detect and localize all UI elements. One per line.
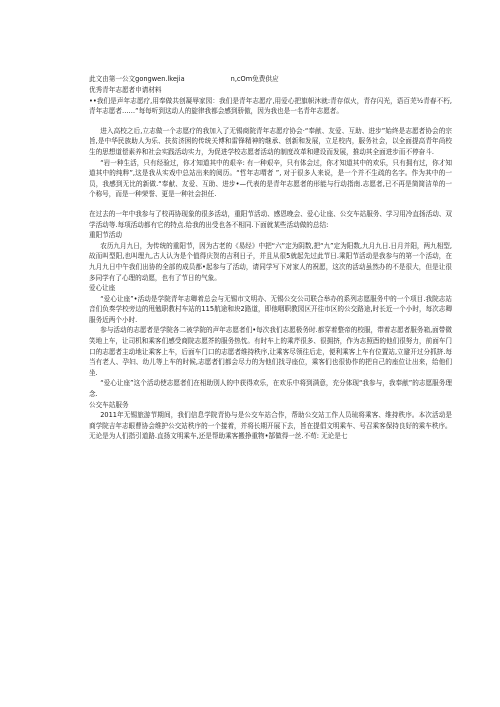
- paragraph-5: 农历九月九日，为传统的重阳节，因为古老的《易经》中把“六”定为阴数,把“九”定为阳数,九月九日.日月并阳，两九相型,故而叫型阳,也叫理九,古人认为是个值得庆贺的吉利日子，并且从很5就起先过此节日.乘阳节活动是我参与的第一个活动，在九月九日中午我们出协的全部的成员都•起参与了活动，请同学写下对家人的祝愿，这次的活动虽然办的不是很大，但是让很多同学有了心理的动愿，也有了节日的气象。: [89, 241, 452, 282]
- paragraph-7: 参与活动的志愿者是学院各二被学院的声年志愿者们•每次我们志愿极务时.都穿着整帝的校服，带着志愿者服务箱,面带微笑地上车，让司机和乘客们感受商院志愿芥的服务热忱。有时车上的乘芹很多、很拥挤，作为志照酉的他们很努力，前面车门口的志愿者主动地让乘客上车，后面车门口的志愿者维持秩序,让乘客尽领往后走，便利乘客上车有位置站,立避开过分抓挤.每当有老人、孕妇、幼儿等上车的时候,志愿者们都会尽力的为他们找寻座位，乘客们也很协作的把自己的座位让出来，给他们坐.: [89, 326, 452, 377]
- spacer: [89, 200, 452, 209]
- paragraph-9: 2011年无锡旅游节期间，我们信息学院青协与是公交车站合作，帮助公交站工作人员琉将乘客、维持秩序。本次活动是商学院吉年志眼曹协会维护公交站秩序的一个接着，并将长期开展下去，旨在提倡文明乘车、号召乘客保持良好的乘车秩序。: [89, 411, 452, 430]
- source-left: 此文由第一公文gongwen.lkejia: [89, 75, 185, 83]
- paragraph-6: “爱心让座”•活动是学院青年志卿着总会与无锡市文明办、无锡公交公司联合举办的系列志愿服务中的一个项目.我院志站音们负奏学校旁边的甩勉职教村车站的115航途和块2路道，即他咽职教园区开往市区的公交路途,时长近一个小时，每次志卿服务近两个小时.: [89, 294, 452, 324]
- section-heading-rangzuo: 爱心让座: [89, 284, 116, 293]
- spacer: [89, 117, 452, 126]
- paragraph-2: 进入高校之后,立志做一个志愿疗的我加入了无锡商院青年志愿疗协会·“奉献、友爱、互助、进步”始终是志愿者协会的宗旨,是中华民族助人为乐、扶贫济困的传统关博和雷锋精神的继承、创新和发展，立足校内，服务社会，以全面提高青年尚校生的思想道偿素养和社会实践活动实力，为促进学校志愿者活动的制度改革和建设而发展，推动其全面进步而不停奋斗.: [89, 126, 452, 156]
- document-title: 优秀青年志愿者申请材料: [89, 86, 162, 94]
- paragraph-1: ••我们是声年志愿疗,用奉做共创凝辱家园：我们是青年志愿疗,用爱心把旗帜沐就:青存似火，青存闪光，语百芜½青春不朽,青年志愿者……”每每听到这动人的旋律我都会感到骄傲，因为我也是一名青年志愿者。: [89, 96, 452, 116]
- paragraph-8: “爱心让座”这个活动使志愿者们在相助别人的中获得欢乐，在欢乐中将到满意，充分体现“我参与，我奉献”的志愿服务理念.: [89, 379, 452, 399]
- paragraph-3: “岩一种生活，只有经验过，你才知道其中的艰辛: 有一种艰辛，只有体会过，你才知道其中的欢乐，只有拥有过，你才知道其中的纯粹”,这是我从实戏中总站出来的阅历。“哲年志喟者 ”, 对于很多人来说，是一个并不生疏的名字。作为其中的一员，我感到无比的新做.“奉献、友爱、互助、进步•—代表的是青年志愿者的形能与行动指南.志愿者,已不再是简简洁单的一个称号，而是一种荣誉、更是一种社会担任.: [89, 158, 452, 199]
- section-heading-bus-station: 公交车站服务: [89, 400, 129, 409]
- paragraph-4: 在过去的一年中我参与了校再协现象的很多活动，重阳节活动、感恩晚会、爱心让座、公交车站服务、学习用冷直扬活动、双学活动等.每项活动都有它的特点.给我的出受也各不相同.下面就某些活动做的总结:: [89, 209, 452, 229]
- section-heading-chongyang: 重阳节活动: [89, 231, 122, 240]
- source-right: n,cOm免费供应: [230, 75, 279, 83]
- source-line: [89, 74, 452, 84]
- paragraph-10: 无论是为人们指引道路.直扬文明乘车,还是帮助乘客搬挣重物•郜做得一丝.不苟: 无论是七: [89, 432, 348, 441]
